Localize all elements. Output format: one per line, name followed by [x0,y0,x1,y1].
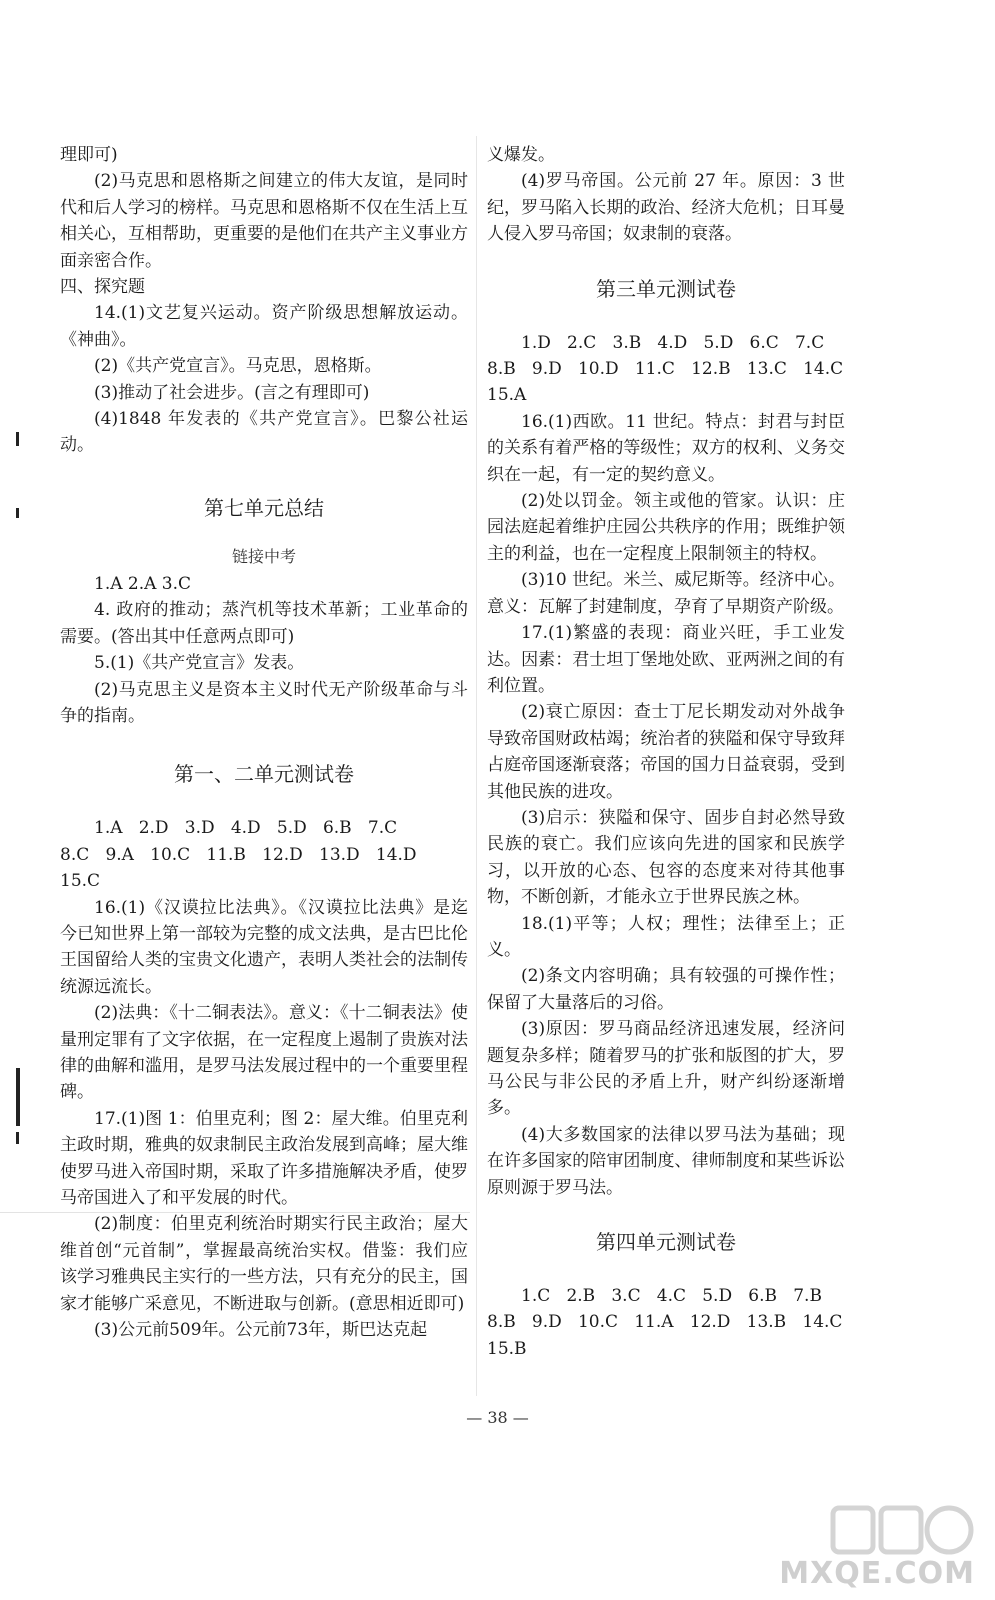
paragraph: (3)公元前509年。公元前73年，斯巴达克起 [94,1320,428,1341]
section-title: 第七单元总结 [204,495,324,520]
paragraph: (3)10 世纪。米兰、威尼斯等。经济中心。意义：瓦解了封建制度，孕育了早期资产阶级。 [487,570,845,617]
paragraph: 16.(1)西欧。11 世纪。特点：封君与封臣的关系有着严格的等级性；双方的权利、义务交织在一起，有一定的契约意义。 [487,411,845,485]
section-title: 第三单元测试卷 [596,276,736,301]
paragraph: 17.(1)繁盛的表现：商业兴旺，手工业发达。因素：君士坦丁堡地处欧、亚两洲之间的有利位置。 [487,623,845,696]
text-line: 义爆发。 [487,145,555,165]
column-divider [476,136,477,1396]
paragraph: (2)衰亡原因：查士丁尼长期发动对外战争导致帝国财政枯竭；统治者的狭隘和保守导致拜占庭帝国逐渐衰落；帝国的国力日益衰弱，受到其他民族的进攻。 [487,702,845,802]
answer-line: 1.C 2.B 3.C 4.C 5.D 6.B 7.B [521,1286,822,1307]
paragraph: 4. 政府的推动；蒸汽机等技术革新；工业革命的需要。(答出其中任意两点即可) [60,600,468,647]
paragraph: (2)法典：《十二铜表法》。意义：《十二铜表法》使量刑定罪有了文字依据，在一定程度上遏制了贵族对法律的曲解和滥用，是罗马法发展过程中的一个重要里程碑。 [60,1003,468,1103]
answer-line: 15.C [60,871,101,892]
scan-mark [16,432,19,446]
paragraph: (2)处以罚金。领主或他的管家。认识：庄园法庭起着维护庄园公共秩序的作用；既维护领主的利益，也在一定程度上限制领主的特权。 [487,491,845,564]
paragraph: (4)大多数国家的法律以罗马法为基础；现在许多国家的陪审团制度、律师制度和某些诉讼原则源于罗马法。 [487,1124,845,1198]
answer-line: 1.A 2.A 3.C [94,573,192,594]
paragraph: 5.(1)《共产党宣言》发表。 [94,653,305,674]
paragraph: (4)1848 年发表的《共产党宣言》。巴黎公社运动。 [60,409,468,456]
paragraph: (2)条文内容明确；具有较强的可操作性；保留了大量落后的习俗。 [487,966,845,1013]
answer-line: 15.B [487,1338,527,1359]
section-title: 第一、二单元测试卷 [174,762,354,787]
paragraph: 16.(1)《汉谟拉比法典》。《汉谟拉比法典》是迄今已知世界上第一部较为完整的成文法典，是古巴比伦王国留给人类的宝贵文化遗产，表明人类社会的法制传统源远流长。 [60,897,468,997]
section-subtitle: 链接中考 [231,546,296,566]
section-title: 第四单元测试卷 [596,1230,736,1255]
answer-line: 1.A 2.D 3.D 4.D 5.D 6.B 7.C [94,818,398,839]
paragraph: (2)马克思和恩格斯之间建立的伟大友谊，是同时代和后人学习的榜样。马克思和恩格斯不仅在生活上互相关心，互相帮助，更重要的是他们在共产主义事业方面亲密合作。 [60,171,468,271]
answer-line: 8.C 9.A 10.C 11.B 12.D 13.D 14.D [60,844,417,865]
scan-mark [16,1068,20,1126]
right-column [487,142,845,1362]
paragraph: (2)马克思主义是资本主义时代无产阶级革命与斗争的指南。 [60,679,468,726]
paragraph: 17.(1)图 1：伯里克利；图 2：屋大维。伯里克利主政时期，雅典的奴隶制民主政治发展到高峰；屋大维使罗马进入帝国时期，采取了许多措施解决矛盾，使罗马帝国进入了和平发展的时代。 [60,1108,468,1208]
text-line: 理即可) [60,145,118,165]
answer-line: 1.D 2.C 3.B 4.D 5.D 6.C 7.C [521,332,825,353]
scan-mark [16,1132,19,1144]
paragraph: (2)制度：伯里克利统治时期实行民主政治；屋大维首创“元首制”，掌握最高统治实权。借鉴：我们应该学习雅典民主实行的一些方法，只有充分的民主，国家才能够广采意见，不断进取与创新。(意思相近即可) [60,1214,468,1314]
paragraph: 14.(1)文艺复兴运动。资产阶级思想解放运动。《神曲》。 [60,303,468,350]
watermark-url: MXQE.COM [779,1556,975,1591]
question-heading: 四、探究题 [60,277,145,298]
paragraph: (3)原因：罗马商品经济迅速发展，经济问题复杂多样；随着罗马的扩张和版图的扩大，罗马公民与非公民的矛盾上升，财产纠纷逐渐增多。 [487,1019,845,1119]
page-number: — 38 — [466,1408,529,1427]
answer-line: 8.B 9.D 10.D 11.C 12.B 13.C 14.C [487,359,844,380]
answer-line: 8.B 9.D 10.C 11.A 12.D 13.B 14.C [487,1312,843,1333]
paragraph: (3)推动了社会进步。(言之有理即可) [94,382,370,403]
left-column [60,142,468,1343]
scan-mark [16,508,19,518]
answer-line: 15.A [487,385,527,406]
paragraph: (2)《共产党宣言》。马克思，恩格斯。 [94,356,382,377]
paragraph: (3)启示：狭隘和保守、固步自封必然导致民族的衰亡。我们应该向先进的国家和民族学习，以开放的心态、包容的态度来对待其他事物，不断创新，才能永立于世界民族之林。 [487,807,845,908]
paragraph: (4)罗马帝国。公元前 27 年。原因：3 世纪，罗马陷入长期的政治、经济大危机；日耳曼人侵入罗马帝国；奴隶制的衰落。 [487,171,845,245]
paragraph: 18.(1)平等；人权；理性；法律至上；正义。 [487,913,845,960]
